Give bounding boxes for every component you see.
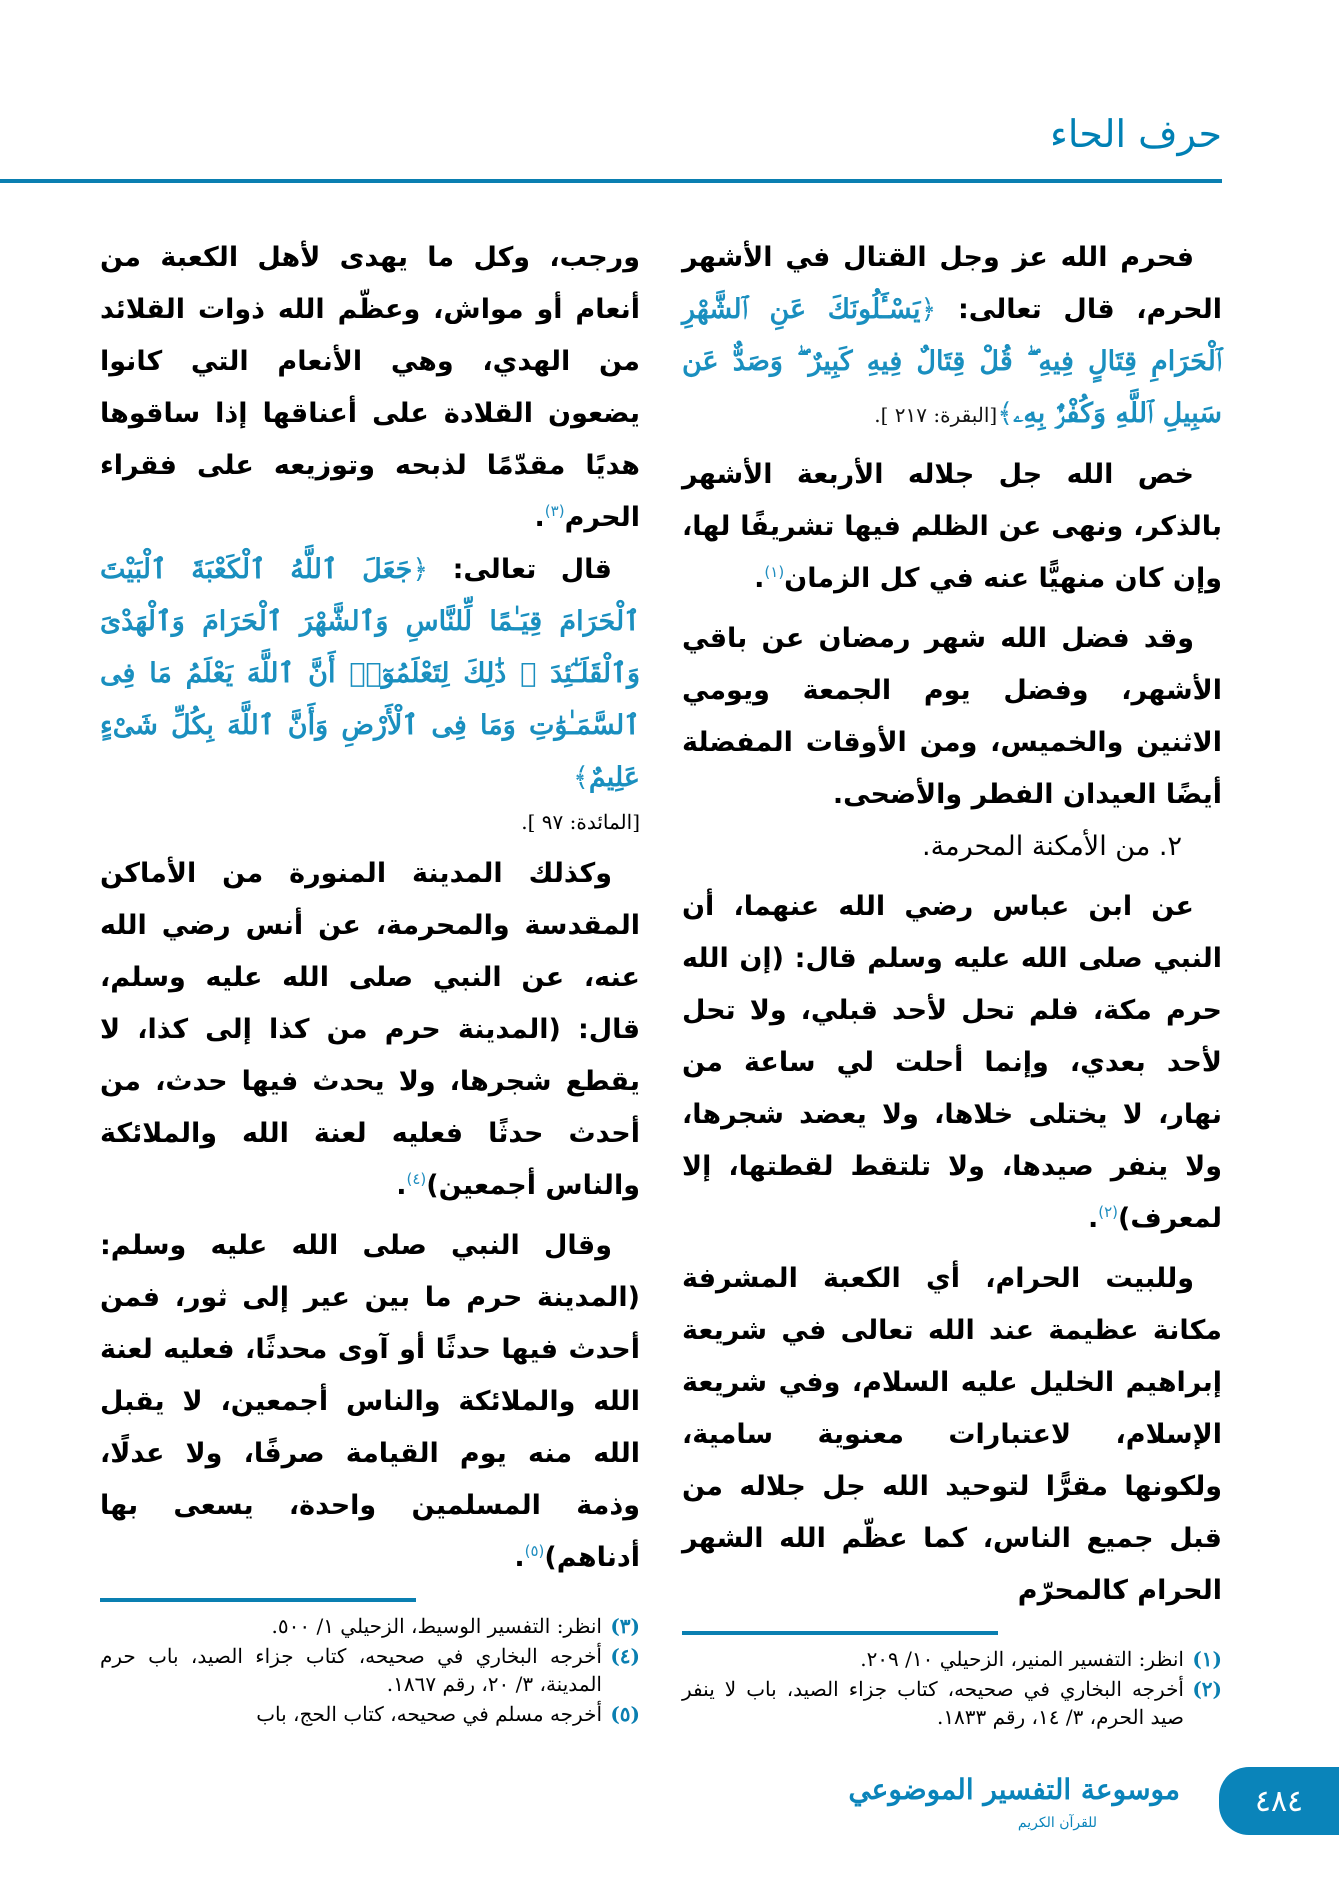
paragraph-text: قال تعالى: bbox=[452, 554, 612, 585]
logo-subtitle: للقرآن الكريم bbox=[1017, 1815, 1098, 1831]
footnote-divider-left bbox=[100, 1598, 416, 1602]
footnote-number: (٣) bbox=[610, 1614, 640, 1638]
paragraph-text: وقال النبي صلى الله عليه وسلم: bbox=[100, 1230, 612, 1261]
section-heading: ٢. من الأمكنة المحرمة. bbox=[922, 831, 1182, 862]
page-footer bbox=[0, 1757, 1339, 1887]
footnote-text: أخرجه البخاري في صحيحه، كتاب جزاء الصيد، باب لا ينفر صيد الحرم، ٣/ ١٤، رقم ١٨٣٣. bbox=[682, 1677, 1184, 1729]
right-column bbox=[682, 232, 1222, 1733]
encyclopedia-logo bbox=[848, 1767, 1180, 1862]
footnote-number: (١) bbox=[1192, 1647, 1222, 1671]
paragraph-text: وللبيت الحرام، أي الكعبة المشرفة مكانة عظيمة عند الله تعالى في شريعة إبراهيم الخليل عليه السلام، وفي شريعة الإسلام، لاعتبارات معنوية سامية، ولكونها مقرًّا لتوحيد الله جل جلاله من قبل جميع الناس، كما عظّم الله الشهر الحرام كالمحرّم bbox=[682, 1263, 1222, 1606]
footnote-text: انظر: التفسير الوسيط، الزحيلي ١/ ٥٠٠. bbox=[271, 1614, 602, 1638]
footnote-marker[interactable]: (٣) bbox=[544, 502, 565, 520]
period: . bbox=[534, 502, 545, 533]
quran-open-bracket: ﴿ bbox=[920, 294, 937, 325]
footnote-marker[interactable]: (٥) bbox=[524, 1542, 545, 1560]
left-column bbox=[100, 232, 640, 1730]
footnote-number: (٤) bbox=[610, 1644, 640, 1668]
quran-close-bracket: ﴾ bbox=[573, 762, 589, 793]
hadith-text: (إن الله حرم مكة، فلم تحل لأحد قبلي، ولا تحل لأحد بعدي، وإنما أحلت لي ساعة من نهار، لا يختلى خلاها، ولا يعضد شجرها، ولا ينفر صيدها، ولا تلتقط لقطتها، إلا لمعرف) bbox=[682, 943, 1222, 1234]
footnote bbox=[682, 1675, 1222, 1731]
footnote-divider-right bbox=[682, 1631, 998, 1635]
section-title: حرف الحاء bbox=[1049, 112, 1222, 156]
footnote-text: انظر: التفسير المنير، الزحيلي ١٠/ ٢٠٩. bbox=[860, 1647, 1184, 1671]
quran-verse: جَعَلَ ٱللَّهُ ٱلْكَعْبَةَ ٱلْبَيْتَ ٱلْحَرَامَ قِيَـٰمًا لِّلنَّاسِ وَٱلشَّهْرَ ٱلْحَرَامَ وَٱلْهَدْىَ وَٱلْقَلَـٰٓئِدَ ۚ ذَٰلِكَ لِتَعْلَمُوٓا۟ أَنَّ ٱللَّهَ يَعْلَمُ مَا فِى ٱلسَّمَـٰوَٰتِ وَمَا فِى ٱلْأَرْضِ وَأَنَّ ٱللَّهَ بِكُلِّ شَىْءٍ عَلِيمٌ bbox=[100, 554, 640, 793]
paragraph bbox=[682, 449, 1222, 605]
page-number-badge bbox=[1219, 1767, 1339, 1835]
footnote-marker[interactable]: (١) bbox=[764, 563, 785, 581]
footnote-text: أخرجه البخاري في صحيحه، كتاب جزاء الصيد، باب حرم المدينة، ٣/ ٢٠، رقم ١٨٦٧. bbox=[100, 1644, 602, 1696]
verse-reference: [المائدة: ٩٧ ]. bbox=[521, 810, 640, 834]
quran-close-bracket: ﴾ bbox=[997, 398, 1014, 429]
hadith-text: (المدينة حرم ما بين عير إلى ثور، فمن أحدث فيها حدثًا أو آوى محدثًا، فعليه لعنة الله والملائكة والناس أجمعين، لا يقبل الله منه يوم القيامة صرفًا، ولا عدلًا، وذمة المسلمين واحدة، يسعى بها أدناهم) bbox=[100, 1282, 640, 1573]
footnotes-right bbox=[682, 1645, 1222, 1733]
hadith-text: (المدينة حرم من كذا إلى كذا، لا يقطع شجرها، ولا يحدث فيها حدث، من أحدث حدثًا فعليه لعنة الله والملائكة والناس أجمعين) bbox=[100, 1014, 640, 1201]
right-column-body bbox=[682, 232, 1222, 1617]
columns bbox=[0, 200, 1339, 1733]
footnote-number: (٢) bbox=[1192, 1677, 1222, 1701]
period: . bbox=[514, 1542, 525, 1573]
paragraph bbox=[100, 848, 640, 1212]
paragraph-text: وقد فضل الله شهر رمضان عن باقي الأشهر، وفضل يوم الجمعة ويومي الاثنين والخميس، ومن الأوقات المفضلة أيضًا العيدان الفطر والأضحى. bbox=[682, 623, 1222, 810]
header-divider bbox=[0, 179, 1222, 183]
footnote-marker[interactable]: (٤) bbox=[406, 1170, 427, 1188]
logo-title: موسوعة التفسير الموضوعي bbox=[848, 1773, 1180, 1806]
paragraph bbox=[100, 232, 640, 544]
footnote bbox=[682, 1645, 1222, 1673]
footnote bbox=[100, 1642, 640, 1698]
paragraph-text: عن ابن عباس رضي الله عنهما، أن النبي صلى الله عليه وسلم قال: bbox=[682, 891, 1223, 974]
paragraph-text: وكذلك المدينة المنورة من الأماكن المقدسة والمحرمة، عن أنس رضي الله عنه، عن النبي صلى الله عليه وسلم، قال: bbox=[100, 858, 640, 1045]
verse-reference: [البقرة: ٢١٧ ]. bbox=[874, 403, 998, 427]
footnote-text: أخرجه مسلم في صحيحه، كتاب الحج، باب bbox=[256, 1702, 602, 1726]
quran-open-bracket: ﴿ bbox=[412, 554, 429, 585]
footnote-number: (٥) bbox=[610, 1702, 640, 1726]
paragraph bbox=[682, 613, 1222, 821]
paragraph bbox=[100, 1220, 640, 1584]
period: . bbox=[754, 563, 765, 594]
page-number: ٤٨٤ bbox=[1254, 1783, 1304, 1819]
paragraph-text: خص الله جل جلاله الأربعة الأشهر بالذكر، ونهى عن الظلم فيها تشريفًا لها، وإن كان منهيًّا عنه في كل الزمان bbox=[682, 459, 1222, 594]
paragraph bbox=[100, 544, 640, 804]
quran-verse: يَسْـَٔلُونَكَ عَنِ ٱلشَّهْرِ ٱلْحَرَامِ قِتَالٍ فِيهِ ۖ قُلْ قِتَالٌ فِيهِ كَبِيرٌ ۖ وَصَدٌّ عَن سَبِيلِ ٱللَّهِ وَكُفْرٌۢ بِهِۦ bbox=[682, 294, 1222, 429]
page-header bbox=[0, 0, 1339, 200]
period: . bbox=[1087, 1203, 1099, 1234]
left-column-body bbox=[100, 232, 640, 1584]
period: . bbox=[396, 1170, 407, 1201]
footnote-marker[interactable]: (٢) bbox=[1098, 1203, 1119, 1221]
paragraph bbox=[682, 1253, 1222, 1617]
paragraph bbox=[682, 881, 1222, 1245]
footnote bbox=[100, 1612, 640, 1640]
footnote bbox=[100, 1700, 640, 1728]
paragraph-text: فحرم الله عز وجل القتال في الأشهر الحرم، قال تعالى: bbox=[682, 242, 1222, 325]
paragraph bbox=[682, 232, 1222, 441]
footnotes-left bbox=[100, 1612, 640, 1730]
paragraph-text: ورجب، وكل ما يهدى لأهل الكعبة من أنعام أو مواش، وعظّم الله ذوات القلائد من الهدي، وهي الأنعام التي كانوا يضعون القلادة على أعناقها إذا ساقوها هديًا مقدّمًا لذبحه وتوزيعه على فقراء الحرم bbox=[100, 242, 640, 533]
